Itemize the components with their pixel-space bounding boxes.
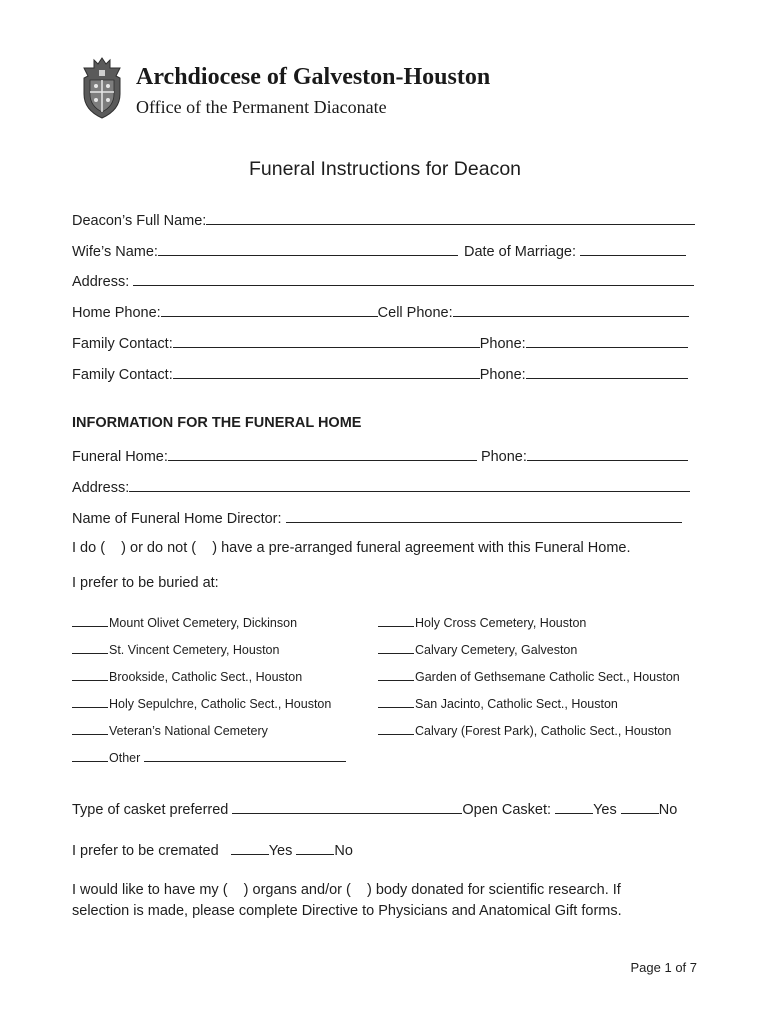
cremation-no: No [334, 843, 353, 859]
deacon-name-field[interactable] [206, 210, 695, 225]
wife-name-field[interactable] [158, 241, 458, 256]
document-title: Funeral Instructions for Deacon [248, 158, 522, 180]
cremation-yes-line[interactable] [231, 840, 269, 855]
office-name: Office of the Permanent Diaconate [136, 97, 387, 117]
open-casket-label: Open Casket: [462, 802, 552, 818]
cemetery-checkbox-line[interactable] [72, 641, 108, 654]
funeral-home-phone-field[interactable] [527, 446, 688, 461]
cremation-no-line[interactable] [296, 840, 334, 855]
family-contact-label: Family Contact: [72, 336, 173, 352]
cemetery-label: Veteran’s National Cemetery [109, 724, 268, 738]
cemetery-label: Calvary Cemetery, Galveston [415, 643, 578, 657]
cemetery-option [378, 614, 586, 631]
donation-line-1: I would like to have my ( ) organs and/or ( ) body donated for scientific research. If [72, 882, 621, 898]
family-contact-row-2 [72, 364, 688, 384]
cell-phone-label: Cell Phone: [377, 305, 453, 321]
cremation-yes: Yes [268, 843, 293, 859]
cemetery-label: Garden of Gethsemane Catholic Sect., Houston [415, 670, 680, 684]
cemetery-label: Holy Sepulchre, Catholic Sect., Houston [109, 697, 332, 711]
family-contact-label: Family Contact: [72, 367, 173, 383]
address-field[interactable] [133, 271, 694, 286]
home-phone-field[interactable] [161, 302, 378, 317]
family-contact-row-1 [72, 333, 688, 353]
cemetery-label: Mount Olivet Cemetery, Dickinson [109, 616, 298, 630]
cemetery-checkbox-line[interactable] [378, 695, 414, 708]
cemetery-option [72, 695, 331, 712]
deacon-name-row [72, 210, 695, 230]
prearranged-statement: I do ( ) or do not ( ) have a pre-arranged funeral agreement with this Funeral Home. [72, 540, 631, 556]
cemetery-option [378, 695, 618, 712]
family-contact-field[interactable] [173, 333, 480, 348]
cemetery-label: Other [109, 751, 141, 765]
open-casket-yes: Yes [593, 802, 617, 818]
cemetery-checkbox-line[interactable] [72, 722, 108, 735]
wife-name-label: Wife’s Name: [72, 244, 158, 260]
funeral-home-label: Funeral Home: [72, 449, 168, 465]
address-row [72, 271, 694, 291]
cell-phone-field[interactable] [453, 302, 689, 317]
deacon-name-label: Deacon’s Full Name: [72, 213, 207, 229]
family-contact-field[interactable] [173, 364, 480, 379]
funeral-home-heading: INFORMATION FOR THE FUNERAL HOME [72, 415, 362, 431]
casket-type-field[interactable] [232, 799, 462, 814]
wife-row [72, 241, 686, 261]
funeral-address-field[interactable] [129, 477, 690, 492]
family-phone-field[interactable] [526, 333, 688, 348]
phone-row [72, 302, 689, 322]
open-casket-yes-line[interactable] [555, 799, 593, 814]
home-phone-label: Home Phone: [72, 305, 161, 321]
cremation-row [72, 840, 353, 860]
director-field[interactable] [286, 508, 682, 523]
cemetery-option [378, 641, 577, 658]
cemetery-option [72, 614, 297, 631]
cemetery-checkbox-line[interactable] [378, 614, 414, 627]
cemetery-label: Brookside, Catholic Sect., Houston [109, 670, 303, 684]
cemetery-checkbox-line[interactable] [72, 695, 108, 708]
cemetery-label: St. Vincent Cemetery, Houston [109, 643, 280, 657]
family-phone-field[interactable] [526, 364, 688, 379]
cemetery-option-other [72, 749, 346, 766]
funeral-address-row [72, 477, 690, 497]
cemetery-option [72, 722, 268, 739]
archdiocese-seal-icon [80, 56, 124, 122]
director-row [72, 508, 682, 528]
address-label: Address: [72, 274, 130, 290]
cemetery-checkbox-line[interactable] [72, 668, 108, 681]
cemetery-checkbox-line[interactable] [378, 668, 414, 681]
cremation-label: I prefer to be cremated [72, 843, 219, 859]
funeral-home-row [72, 446, 688, 466]
funeral-home-field[interactable] [168, 446, 477, 461]
open-casket-no: No [658, 802, 678, 818]
org-name: Archdiocese of Galveston-Houston [136, 64, 491, 90]
family-phone-label: Phone: [479, 336, 526, 352]
marriage-date-field[interactable] [580, 241, 686, 256]
cemetery-option [378, 722, 671, 739]
donation-line-2: selection is made, please complete Directive to Physicians and Anatomical Gift forms. [72, 903, 622, 919]
burial-prompt: I prefer to be buried at: [72, 575, 219, 591]
open-casket-no-line[interactable] [621, 799, 659, 814]
cemetery-option [378, 668, 680, 685]
funeral-address-label: Address: [72, 480, 130, 496]
cemetery-label: Calvary (Forest Park), Catholic Sect., Houston [415, 724, 672, 738]
other-cemetery-field[interactable] [144, 750, 346, 762]
cemetery-checkbox-line[interactable] [72, 614, 108, 627]
cemetery-label: San Jacinto, Catholic Sect., Houston [415, 697, 618, 711]
cemetery-checkbox-line[interactable] [378, 722, 414, 735]
cemetery-checkbox-line[interactable] [72, 749, 108, 762]
casket-type-label: Type of casket preferred [72, 802, 229, 818]
funeral-home-phone-label: Phone: [480, 449, 527, 465]
cemetery-label: Holy Cross Cemetery, Houston [415, 616, 587, 630]
cemetery-option [72, 668, 302, 685]
casket-row [72, 799, 677, 819]
director-label: Name of Funeral Home Director: [72, 511, 282, 527]
cemetery-option [72, 641, 279, 658]
page-number: Page 1 of 7 [630, 960, 697, 975]
family-phone-label: Phone: [479, 367, 526, 383]
marriage-date-label: Date of Marriage: [463, 244, 577, 260]
cemetery-checkbox-line[interactable] [378, 641, 414, 654]
